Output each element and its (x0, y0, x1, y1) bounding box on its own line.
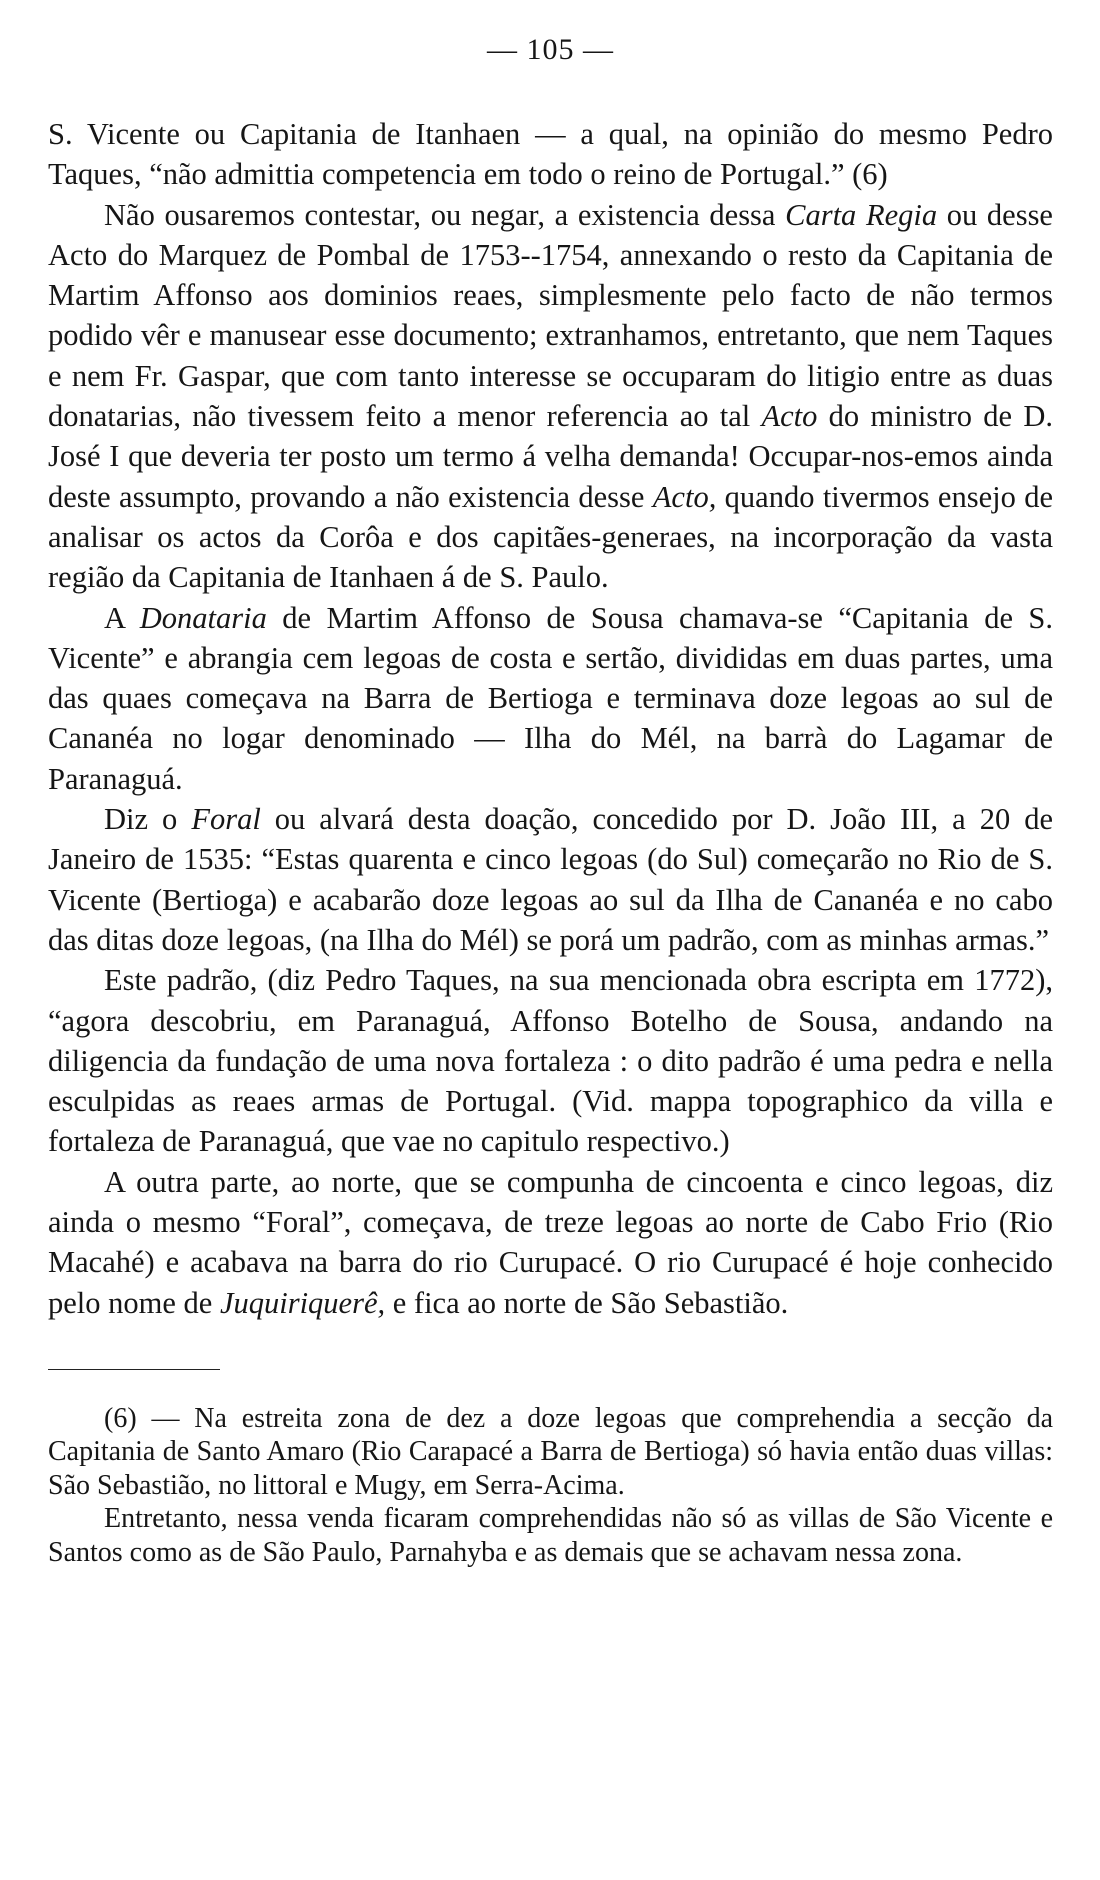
paragraph-3 (48, 598, 1053, 799)
italic-text-run: Foral (191, 802, 261, 837)
footnote-6: (6) — Na estreita zona de dez a doze legoas que comprehendia a secção da Capitania de Santo Amaro (Rio Carapacé a Barra de Bertioga) só havia então duas villas: São Sebastião, no littoral e Mugy, em Serra-Acima. (48, 1402, 1053, 1501)
italic-text-run: Donataria (139, 600, 267, 635)
text-run: ou desse Acto do Marquez de Pombal de 1753--1754, annexando o resto da Capitania de Martim Affonso aos dominios reaes, simplesmente pelo facto de não termos podido vêr e manusear esse documento; extranhamos, entretanto, que nem Taques e nem Fr. Gaspar, que com tanto interesse se occuparam do litigio entre as duas donatarias, não tivessem feito a menor referencia ao tal (48, 197, 1053, 434)
footnotes (48, 1402, 1053, 1570)
text-run: quando tivermos ensejo de analisar os actos da Corôa e dos capitães-generaes, na incorporação da vasta região da Capitania de Itanhaen á de S. Paulo. (48, 479, 1053, 595)
text-run: e fica ao norte de São Sebastião. (385, 1285, 789, 1320)
text-run: A outra parte, ao norte, que se compunha de cincoenta e cinco legoas, diz ainda o mesmo “Foral”, começava, de treze legoas ao norte de Cabo Frio (Rio Macahé) e acabava na barra do rio Curupacé. O rio Curupacé é hoje conhecido pelo nome de (48, 1164, 1053, 1320)
italic-text-run: Juquiriquerê, (219, 1285, 386, 1320)
text-run: Este padrão, (diz Pedro Taques, na sua mencionada obra escripta em 1772), “agora descobriu, em Paranaguá, Affonso Botelho de Sousa, andando na diligencia da fundação de uma nova fortaleza : o dito padrão é uma pedra e nella esculpidas as reaes armas de Portugal. (Vid. mappa topographico da villa e fortaleza de Paranaguá, que vae no capitulo respectivo.) (48, 963, 1053, 1159)
text-run: de Martim Affonso de Sousa chamava-se “Capitania de S. Vicente” e abrangia cem legoas de costa e sertão, divididas em duas partes, uma das quaes começava na Barra de Bertioga e terminava doze legoas ao sul de Cananéa no logar denominado — Ilha do Mél, na barrà do Lagamar de Paranaguá. (48, 600, 1053, 796)
main-text (48, 114, 1053, 1323)
text-run: Não ousaremos contestar, ou negar, a existencia dessa (104, 197, 786, 232)
paragraph-6 (48, 1162, 1053, 1323)
text-run: S. Vicente ou Capitania de Itanhaen — a qual, na opinião do mesmo Pedro Taques, “não admittia competencia em todo o reino de Portugal.” (6) (48, 117, 1053, 192)
footnote-continuation: Entretanto, nessa venda ficaram comprehendidas não só as villas de São Vicente e Santos como as de São Paulo, Parnahyba e as demais que se achavam nessa zona. (48, 1503, 1053, 1568)
text-run: do ministro de D. José I que deveria ter posto um termo á velha demanda! Occupar-nos-emos ainda deste assumpto, provando a não existencia desse (48, 399, 1053, 514)
page-number: — 105 — (487, 33, 614, 66)
book-page (48, 30, 1053, 1569)
text-run: A (104, 600, 140, 635)
paragraph-5 (48, 960, 1053, 1161)
paragraph-4 (48, 799, 1053, 960)
paragraph-2 (48, 195, 1053, 598)
italic-text-run: Carta Regia (785, 197, 938, 232)
text-run: Diz o (104, 802, 192, 837)
footnote-divider (48, 1369, 220, 1370)
paragraph-1 (48, 114, 1053, 195)
italic-text-run: Acto, (652, 479, 717, 514)
text-run: ou alvará desta doação, concedido por D. João III, a 20 de Janeiro de 1535: “Estas quarenta e cinco legoas (do Sul) começarão no Rio de S. Vicente (Bertioga) e acabarão doze legoas ao sul da Ilha de Cananéa e no cabo das ditas doze legoas, (na Ilha do Mél) se porá um padrão, com as minhas armas.” (48, 802, 1053, 957)
italic-text-run: Acto (761, 399, 818, 434)
